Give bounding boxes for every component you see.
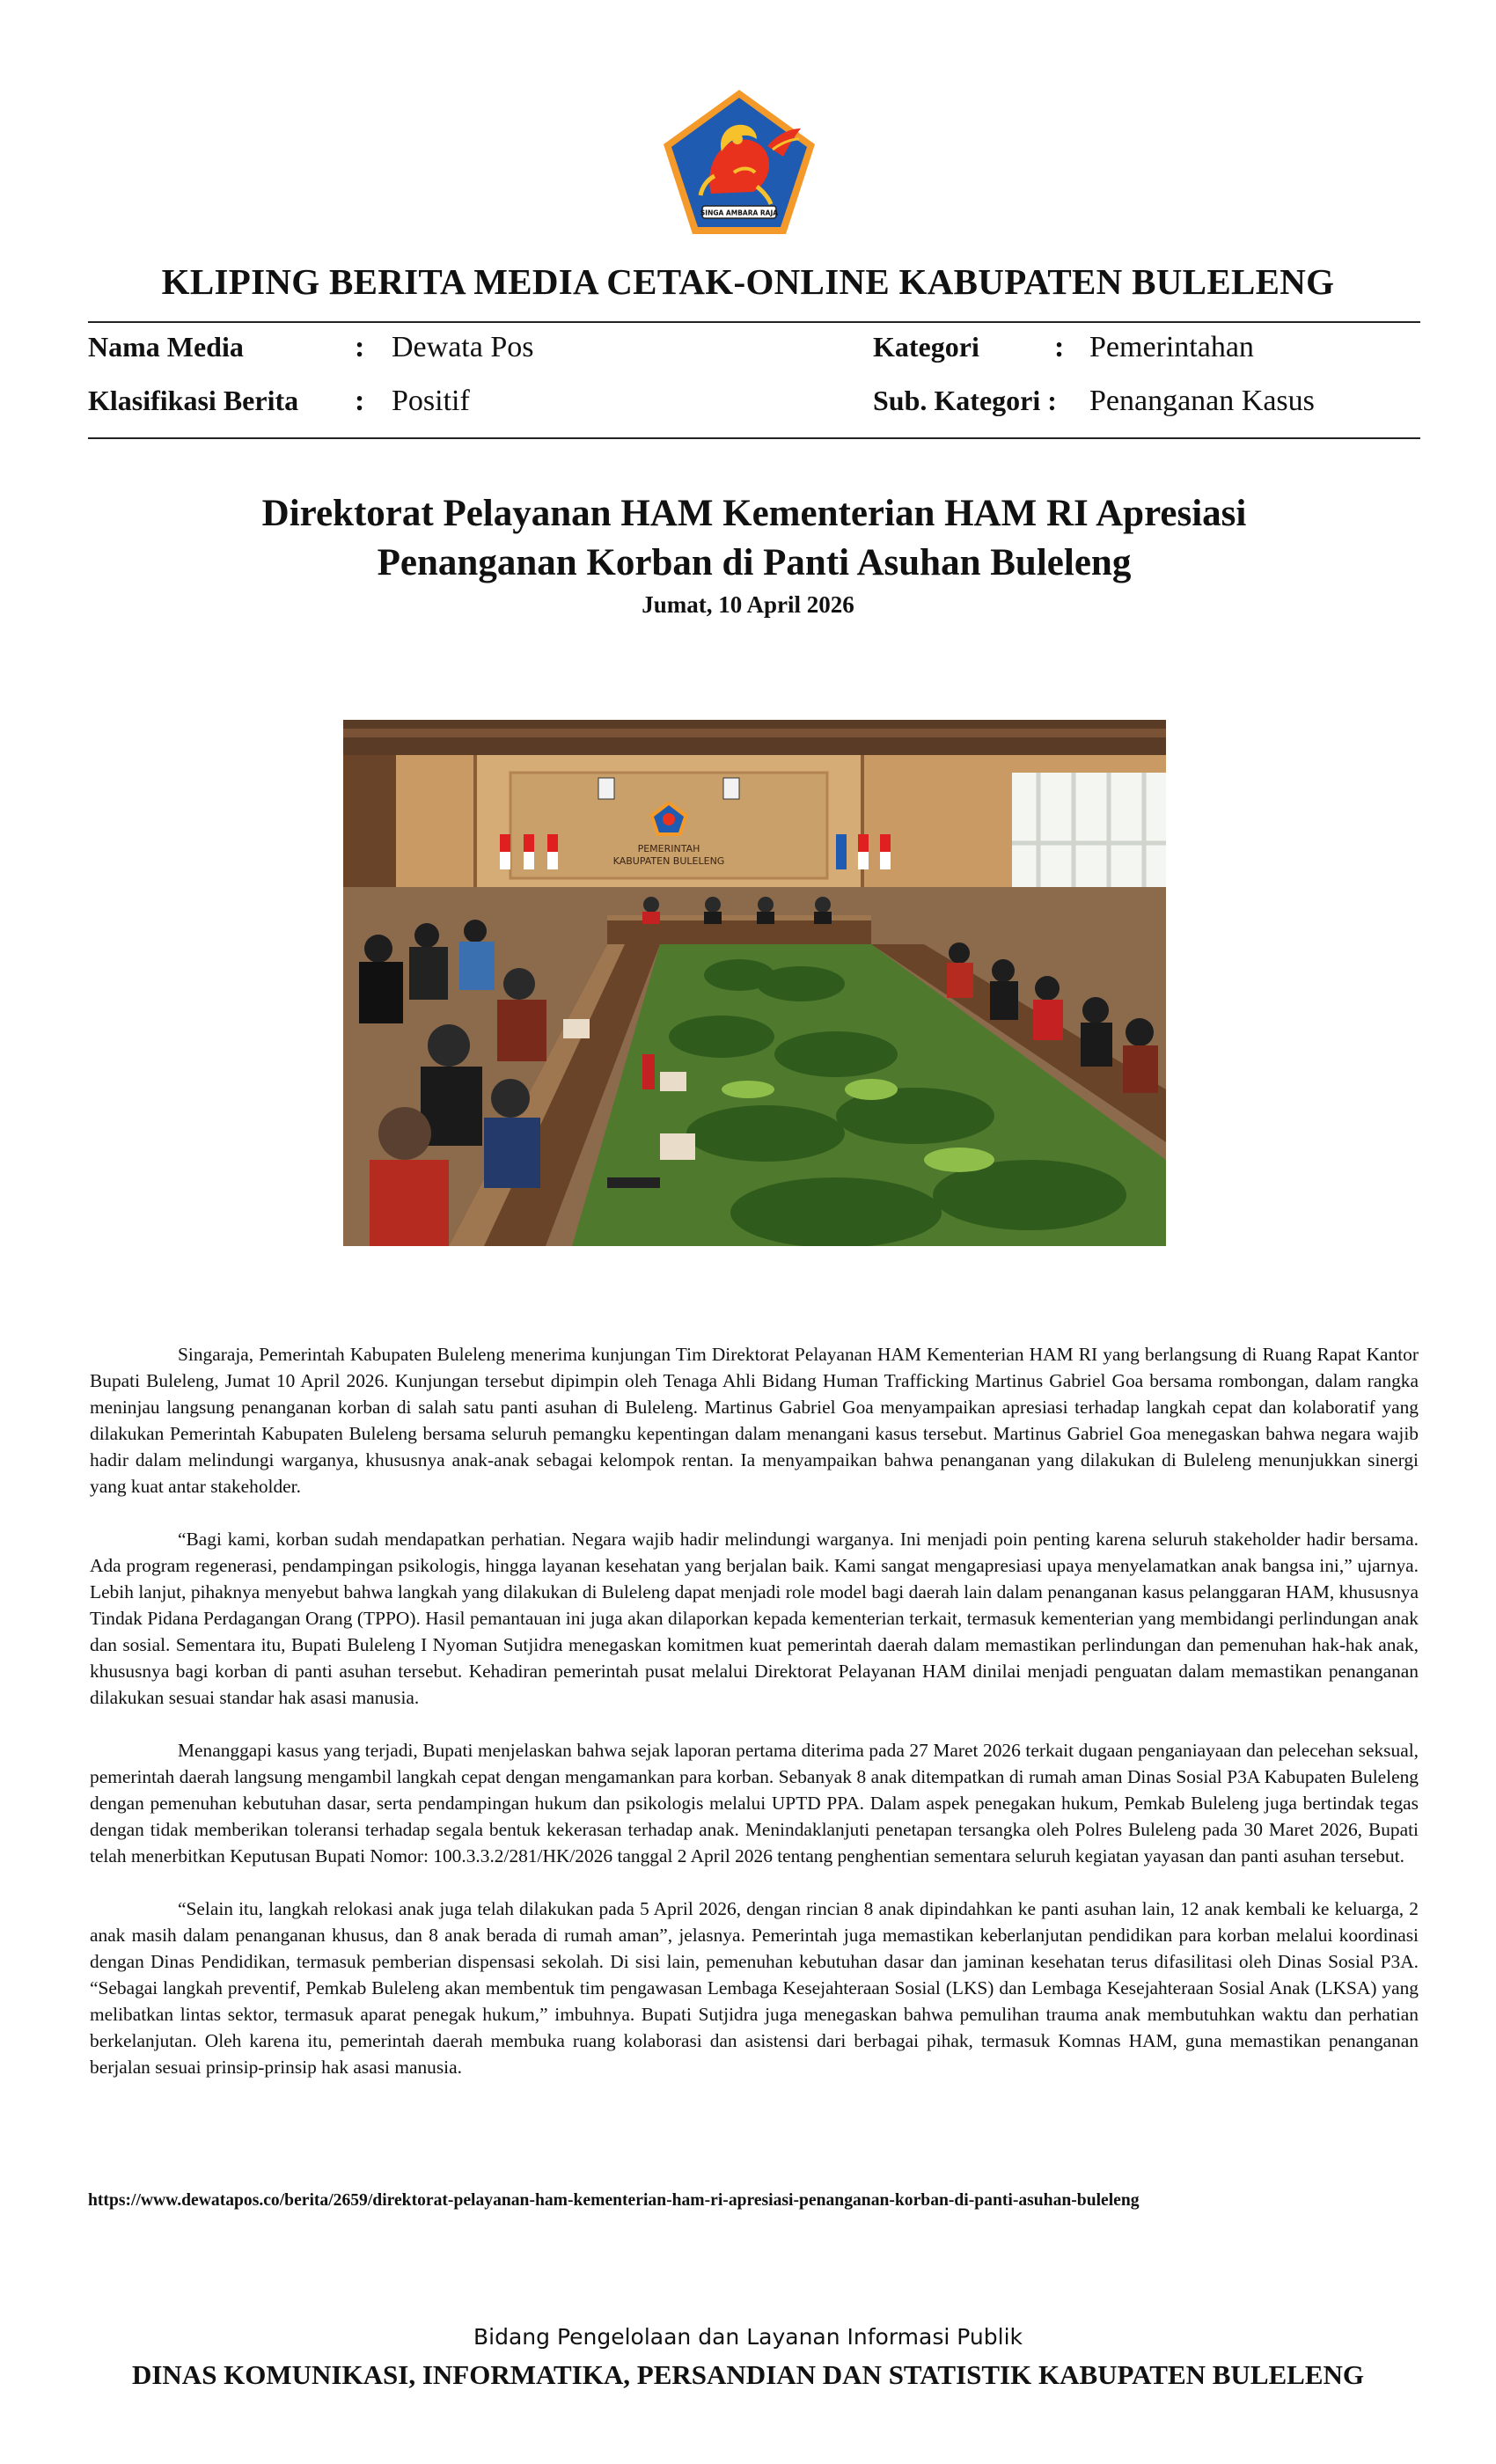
article-paragraph-1: Singaraja, Pemerintah Kabupaten Buleleng menerima kunjungan Tim Direktorat Pelayanan HAM Kementerian HAM RI yang berlangsung di Ruang Rapat Kantor Bupati Buleleng, Jumat 10 April 2026. Kunjungan tersebut dipimpin oleh Tenaga Ahli Bidang Human Trafficking Martinus Gabriel Goa bersama rombongan, dalam rangka meninjau langsung penanganan korban di salah satu panti asuhan di Buleleng. Martinus Gabriel Goa menyampaikan apresiasi terhadap langkah cepat dan kolaboratif yang dilakukan Pemerintah Kabupaten Buleleng bersama seluruh pemangku kepentingan dalam menangani kasus tersebut. Martinus Gabriel Goa menegaskan bahwa negara wajib hadir dalam melindungi warganya, khususnya anak-anak sebagai kelompok rentan. Ia menyampaikan bahwa penanganan yang dilakukan di Buleleng menunjukkan sinergi yang kuat antar stakeholder.	[90, 1344, 1419, 1497]
klasifikasi-colon: :	[355, 385, 365, 417]
photo-sign-line1: PEMERINTAH	[637, 843, 700, 854]
header-bottom-rule	[88, 437, 1420, 439]
article-title-line2: Penanganan Korban di Panti Asuhan Buleleng	[377, 542, 1132, 583]
kategori-label: Kategori	[873, 331, 979, 363]
footer-agency: DINAS KOMUNIKASI, INFORMATIKA, PERSANDIAN DAN STATISTIK KABUPATEN BULELENG	[131, 2359, 1365, 2390]
article-date: Jumat, 10 April 2026	[642, 591, 854, 618]
article-title-line1: Direktorat Pelayanan HAM Kementerian HAM RI Apresiasi	[261, 493, 1247, 534]
kategori-colon: :	[1054, 331, 1065, 363]
article-paragraph-2: “Bagi kami, korban sudah mendapatkan perhatian. Negara wajib hadir melindungi warganya. Ini menjadi poin penting karena seluruh stakeholder hadir bersama. Ada program regenerasi, pendampingan psikologis, hingga layanan kesehatan yang berjalan baik. Kami sangat mengapresiasi upaya menyelamatkan anak bangsa ini,” ujarnya. Lebih lanjut, pihaknya menyebut bahwa langkah yang dilakukan di Buleleng dapat menjadi role model bagi daerah lain dalam penanganan kasus pelanggaran HAM, khususnya Tindak Pidana Perdagangan Orang (TPPO). Hasil pemantauan ini juga akan dilaporkan kepada kementerian terkait, termasuk kementerian yang membidangi perlindungan anak dan sosial. Sementara itu, Bupati Buleleng I Nyoman Sutjidra menegaskan komitmen kuat pemerintah daerah dalam memastikan perlindungan dan pemenuhan hak-hak anak, khususnya bagi korban di panti asuhan tersebut. Kehadiran pemerintah pusat melalui Direktorat Pelayanan HAM dinilai menjadi penguatan dalam memastikan penanganan dilakukan sesuai standar hak asasi manusia.	[90, 1529, 1419, 1708]
media-value: Dewata Pos	[392, 331, 534, 363]
footer-division: Bidang Pengelolaan dan Layanan Informasi Publik	[473, 2324, 1023, 2350]
media-label: Nama Media	[88, 331, 244, 363]
clipping-header-title: KLIPING BERITA MEDIA CETAK-ONLINE KABUPATEN BULELENG	[161, 261, 1335, 302]
article-paragraph-3: Menanggapi kasus yang terjadi, Bupati menjelaskan bahwa sejak laporan pertama diterima pada 27 Maret 2026 terkait dugaan penganiayaan dan pelecehan seksual, pemerintah daerah langsung mengambil langkah cepat dengan mengamankan para korban. Sebanyak 8 anak ditempatkan di rumah aman Dinas Sosial P3A Kabupaten Buleleng dengan pemenuhan kebutuhan dasar, serta pendampingan hukum dan psikologis melalui UPTD PPA. Dalam aspek penegakan hukum, Pemkab Buleleng juga bertindak tegas dengan tidak memberikan toleransi terhadap segala bentuk kekerasan terhadap anak. Menindaklanjuti penetapan tersangka oleh Polres Buleleng pada 30 Maret 2026, Bupati telah menerbitkan Keputusan Bupati Nomor: 100.3.3.2/281/HK/2026 tanggal 2 April 2026 tentang penghentian sementara seluruh kegiatan yayasan dan panti asuhan tersebut.	[90, 1740, 1419, 1866]
media-colon: :	[355, 331, 365, 363]
header-top-rule	[88, 321, 1420, 323]
buleleng-crest-logo	[660, 88, 818, 238]
article-body	[90, 1341, 1419, 2107]
logo-motto: SINGA AMBARA RAJA	[700, 209, 779, 217]
article-title	[88, 489, 1420, 588]
article-paragraph-4: “Selain itu, langkah relokasi anak juga telah dilakukan pada 5 April 2026, dengan rincian 8 anak dipindahkan ke panti asuhan lain, 12 anak kembali ke keluarga, 2 anak masih dalam penanganan khusus, dan 8 anak berada di rumah aman”, jelasnya. Pemerintah juga memastikan keberlanjutan pendidikan para korban melalui koordinasi dengan Dinas Pendidikan, termasuk pemberian dispensasi sekolah. Di sisi lain, pemenuhan kebutuhan dasar dan jaminan kesehatan terus difasilitasi oleh Dinas Sosial P3A. “Sebagai langkah preventif, Pemkab Buleleng akan membentuk tim pengawasan Lembaga Kesejahteraan Sosial (LKS) dan Lembaga Kesejahteraan Sosial Anak (LKSA) yang melibatkan lintas sektor, termasuk aparat penegak hukum,” imbuhnya. Bupati Sutjidra juga menegaskan bahwa pemulihan trauma anak membutuhkan waktu dan perhatian berkelanjutan. Oleh karena itu, pemerintah daerah membuka ruang kolaborasi dan asistensi dari berbagai pihak, termasuk Komnas HAM, guna memastikan penanganan berjalan sesuai prinsip-prinsip hak asasi manusia.	[90, 1898, 1419, 2078]
photo-sign-line2: KABUPATEN BULELENG	[612, 855, 725, 867]
source-url-link[interactable]: https://www.dewatapos.co/berita/2659/direktorat-pelayanan-ham-kementerian-ham-ri-apresiasi-penanganan-korban-di-panti-asuhan-buleleng	[88, 2191, 1140, 2210]
subkategori-label: Sub. Kategori :	[873, 385, 1057, 416]
subkategori-value: Penanganan Kasus	[1089, 385, 1315, 417]
klasifikasi-label: Klasifikasi Berita	[88, 385, 299, 416]
klasifikasi-value: Positif	[392, 385, 470, 417]
article-photo	[343, 720, 1166, 1246]
kategori-value: Pemerintahan	[1089, 331, 1254, 363]
